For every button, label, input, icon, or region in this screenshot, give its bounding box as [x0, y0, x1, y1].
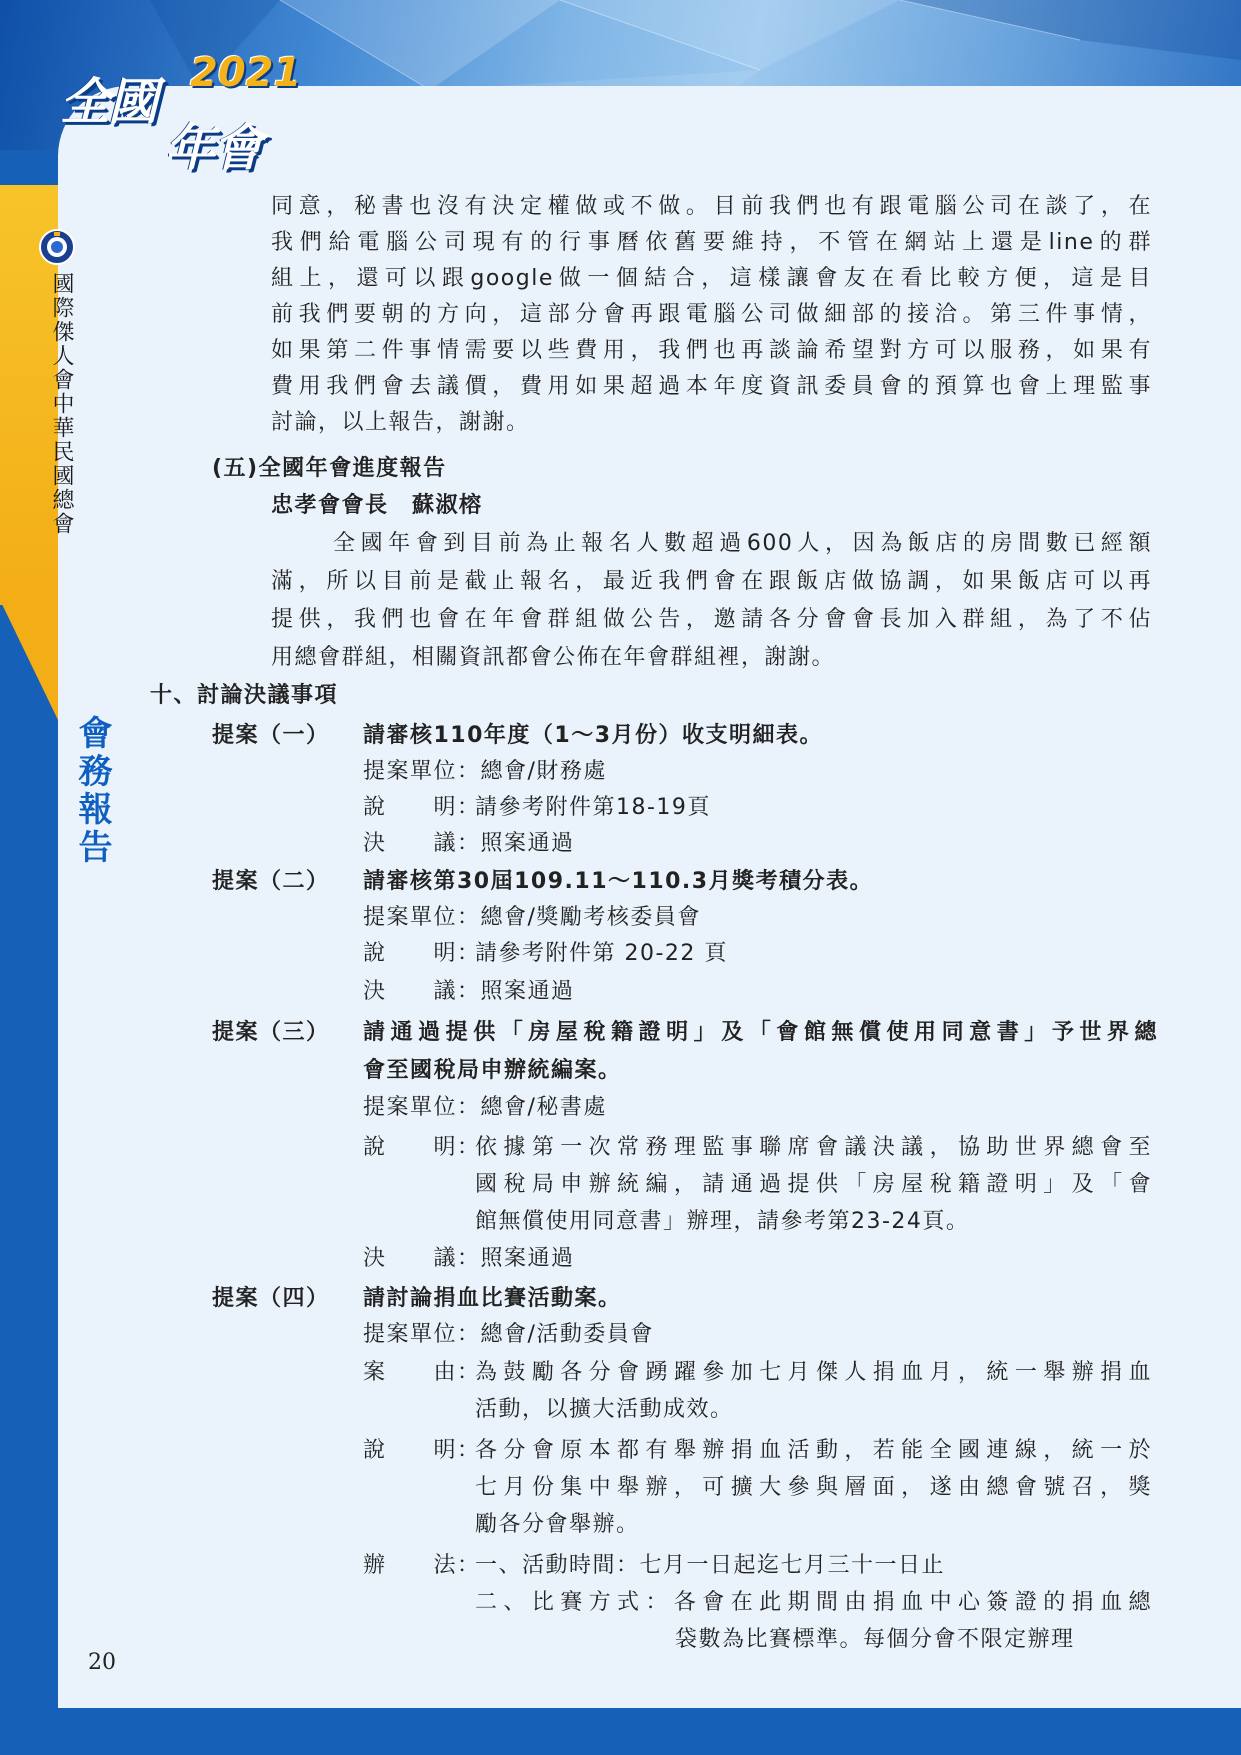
prop3-desc: 依據第一次常務理監事聯席會議決議，協助世界總會至: [475, 1135, 1152, 1160]
prop4-label: 提案（四）: [212, 1286, 330, 1311]
prop2-desc: 請參考附件第 20-22 頁: [475, 941, 728, 966]
logo-line2: 年會: [165, 119, 261, 177]
prop3-desc: 館無償使用同意書」辦理，請參考第23-24頁。: [475, 1209, 970, 1234]
prop4-reason-label: 案 由：: [363, 1360, 481, 1385]
section-title: 會務報告: [72, 715, 112, 867]
bottom-bar: [0, 1708, 1241, 1755]
prop4-title: 請討論捐血比賽活動案。: [363, 1286, 622, 1311]
prop4-reason: 活動，以擴大活動成效。: [475, 1397, 734, 1422]
prop2-desc-label: 說 明：: [363, 941, 481, 966]
prop3-desc-label: 說 明：: [363, 1135, 481, 1160]
p1-line: 如果第二件事情需要以些費用，我們也再談論希望對方可以服務，如果有: [271, 338, 1152, 363]
org-name-vertical: 國際傑人會中華民國總會: [49, 272, 74, 536]
prop1-label: 提案（一）: [212, 723, 330, 748]
prop4-method-2: 二、比賽方式：各會在此期間由捐血中心簽證的捐血總: [475, 1590, 1152, 1615]
prop2-resolution: 決 議：照案通過: [363, 979, 575, 1004]
prop4-desc: 各分會原本都有舉辦捐血活動，若能全國連線，統一於: [475, 1438, 1152, 1463]
prop4-desc: 七月份集中舉辦，可擴大參與層面，遂由總會號召，獎: [475, 1475, 1152, 1500]
p2-line: 滿，所以目前是截止報名，最近我們會在跟飯店做協調，如果飯店可以再: [271, 569, 1152, 594]
s5-heading: (五)全國年會進度報告: [212, 456, 447, 481]
prop4-reason: 為鼓勵各分會踴躍參加七月傑人捐血月，統一舉辦捐血: [475, 1360, 1152, 1385]
s10-heading: 十、討論決議事項: [150, 683, 339, 708]
p2-line: 用總會群組，相關資訊都會公佈在年會群組裡，謝謝。: [271, 645, 836, 670]
prop4-desc-label: 說 明：: [363, 1438, 481, 1463]
prop2-unit: 提案單位：總會/獎勵考核委員會: [363, 905, 701, 930]
p2-line: 全國年會到目前為止報名人數超過600人，因為飯店的房間數已經額: [333, 531, 1152, 556]
prop2-label: 提案（二）: [212, 869, 330, 894]
p1-line: 我們給電腦公司現有的行事曆依舊要維持，不管在網站上還是line的群: [271, 230, 1152, 255]
page-number: 20: [88, 1650, 116, 1675]
p1-line: 討論，以上報告，謝謝。: [271, 410, 530, 435]
prop3-resolution: 決 議：照案通過: [363, 1246, 575, 1271]
p1-line: 前我們要朝的方向，這部分會再跟電腦公司做細部的接洽。第三件事情，: [271, 302, 1152, 327]
prop3-unit: 提案單位：總會/秘書處: [363, 1095, 607, 1120]
prop1-desc: 請參考附件第18-19頁: [475, 795, 711, 820]
s5-speaker: 忠孝會會長 蘇淑榕: [271, 493, 483, 518]
conference-logo: [60, 50, 302, 177]
logo-year: 2021: [190, 50, 302, 96]
prop1-title: 請審核110年度（1～3月份）收支明細表。: [363, 723, 824, 748]
prop4-desc: 勵各分會舉辦。: [475, 1512, 640, 1537]
prop3-title: 請通過提供「房屋稅籍證明」及「會館無償使用同意書」予世界總: [363, 1020, 1158, 1045]
p1-line: 同意，秘書也沒有決定權做或不做。目前我們也有跟電腦公司在談了，在: [271, 194, 1152, 219]
prop4-unit: 提案單位：總會/活動委員會: [363, 1322, 654, 1347]
p1-line: 費用我們會去議價，費用如果超過本年度資訊委員會的預算也會上理監事: [271, 374, 1152, 399]
prop4-method-label: 辦 法：: [363, 1553, 481, 1578]
prop1-unit: 提案單位：總會/財務處: [363, 759, 607, 784]
prop1-resolution: 決 議：照案通過: [363, 831, 575, 856]
prop3-desc: 國稅局申辦統編，請通過提供「房屋稅籍證明」及「會: [475, 1172, 1152, 1197]
prop1-desc-label: 說 明：: [363, 795, 481, 820]
p2-line: 提供，我們也會在年會群組做公告，邀請各分會會長加入群組，為了不佔: [271, 607, 1152, 632]
p1-line: 組上，還可以跟google做一個結合，這樣讓會友在看比較方便，這是目: [271, 266, 1152, 291]
prop4-method-1: 一、活動時間：七月一日起迄七月三十一日止: [475, 1553, 946, 1578]
lions-emblem-icon: [38, 228, 76, 266]
prop3-title: 會至國稅局申辦統編案。: [363, 1058, 622, 1083]
prop4-method-2-cont: 袋數為比賽標準。每個分會不限定辦理: [675, 1627, 1075, 1652]
prop3-label: 提案（三）: [212, 1020, 330, 1045]
logo-line1: 全國: [60, 73, 156, 131]
prop2-title: 請審核第30屆109.11～110.3月獎考積分表。: [363, 869, 874, 894]
